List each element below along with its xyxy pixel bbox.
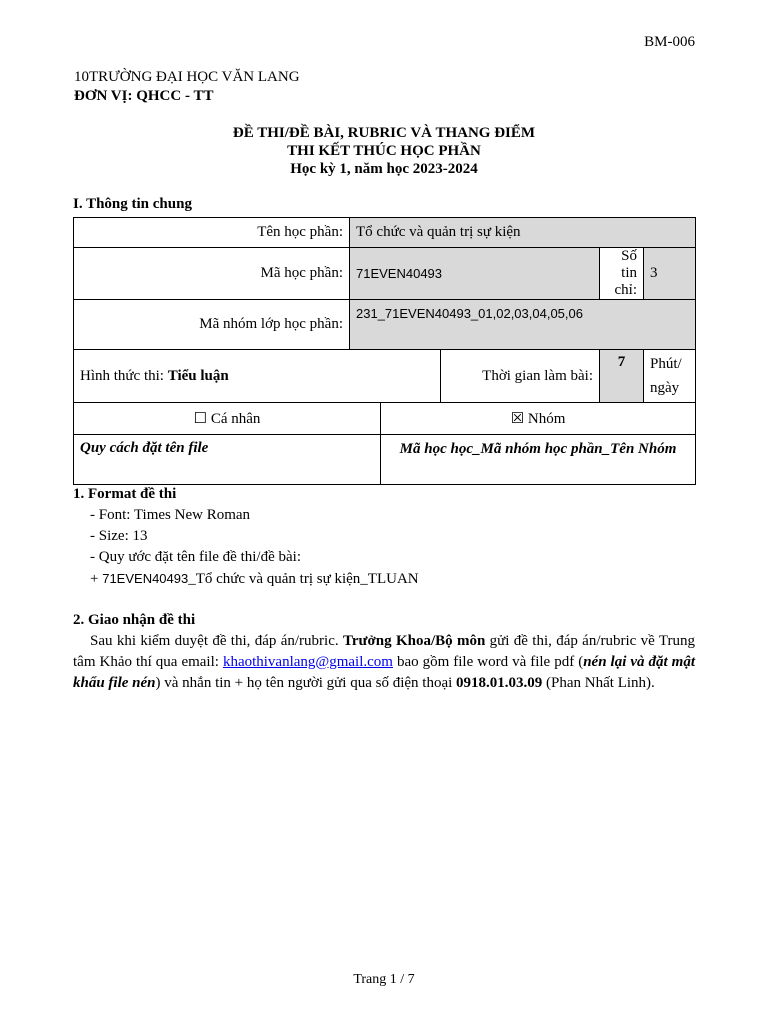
delivery-text-5: (Phan Nhất Linh). — [542, 675, 655, 691]
file-naming-value: Mã học học_Mã nhóm học phần_Tên Nhóm — [381, 435, 696, 485]
naming-example — [73, 568, 695, 590]
duration-label: Thời gian làm bài: — [441, 350, 600, 403]
format-heading: 1. Format đề thi — [73, 486, 177, 502]
delivery-compress-note: nén lại và đặt mật khẩu file nén — [73, 654, 695, 691]
individual-label: Cá nhân — [210, 411, 261, 427]
naming-convention-line: - Quy ước đặt tên file đề thi/đề bài: — [90, 549, 301, 565]
delivery-text-3: bao gồm file word và file pdf ( — [392, 654, 584, 670]
delivery-heading: 2. Giao nhận đề thi — [73, 612, 196, 628]
general-info-table — [73, 217, 696, 485]
naming-example-rest: _Tổ chức và quản trị sự kiện_TLUAN — [188, 571, 419, 587]
course-code-value: 71EVEN40493 — [350, 248, 600, 300]
exam-form-value: Tiểu luận — [167, 367, 229, 384]
size-line: - Size: 13 — [90, 528, 148, 544]
delivery-text-1: Sau khi kiểm duyệt đề thi, đáp án/rubric. — [90, 633, 343, 649]
exam-form-label: Hình thức thi: — [80, 367, 164, 384]
group-label: Nhóm — [527, 411, 566, 427]
title-line-3: Học kỳ 1, năm học 2023-2024 — [290, 161, 478, 177]
course-name-value: Tổ chức và quản trị sự kiện — [350, 218, 696, 248]
section-heading-general-info: I. Thông tin chung — [73, 196, 192, 212]
form-code: BM-006 — [644, 34, 695, 50]
naming-example-code: 71EVEN40493 — [102, 571, 189, 586]
credits-value: 3 — [644, 248, 696, 300]
document-title — [0, 124, 768, 178]
delivery-text-4: ) và nhắn tin + họ tên người gửi qua số điện thoại — [155, 675, 457, 691]
delivery-section — [73, 610, 695, 694]
group-option[interactable] — [381, 403, 696, 435]
delivery-paragraph — [73, 631, 695, 694]
delivery-phone: 0918.01.03.09 — [456, 675, 543, 691]
page-number: Trang 1 / 7 — [353, 972, 415, 987]
file-naming-label: Quy cách đặt tên file — [74, 435, 381, 485]
naming-example-prefix: + — [90, 571, 103, 587]
individual-checkbox[interactable]: ☐ — [193, 411, 208, 427]
title-line-1: ĐỀ THI/ĐỀ BÀI, RUBRIC VÀ THANG ĐIỂM — [232, 125, 536, 141]
duration-unit: Phút/ ngày — [644, 350, 696, 403]
title-line-2: THI KẾT THÚC HỌC PHẦN — [287, 143, 481, 159]
group-checkbox[interactable]: ☒ — [510, 411, 525, 427]
exam-form-cell — [74, 350, 441, 403]
format-section — [73, 484, 695, 590]
delivery-dean: Trưởng Khoa/Bộ môn — [342, 633, 486, 649]
delivery-text-2: gửi đề thi, đáp án/rubric về Trung tâm Khảo thí qua email: — [73, 633, 696, 670]
class-group-label: Mã nhóm lớp học phần: — [74, 300, 350, 350]
unit-name: ĐƠN VỊ: QHCC - TT — [74, 88, 214, 104]
course-code-label: Mã học phần: — [74, 248, 350, 300]
email-link[interactable]: khaothivanlang@gmail.com — [222, 654, 393, 670]
course-name-label: Tên học phần: — [74, 218, 350, 248]
duration-value: 7 — [600, 350, 644, 403]
individual-option[interactable] — [74, 403, 381, 435]
font-line: - Font: Times New Roman — [90, 507, 251, 523]
class-group-value: 231_71EVEN40493_01,02,03,04,05,06 — [350, 300, 696, 350]
university-name: 10TRƯỜNG ĐẠI HỌC VĂN LANG — [74, 69, 300, 85]
school-header — [74, 68, 300, 106]
credits-label: Số tin chỉ: — [600, 248, 644, 300]
